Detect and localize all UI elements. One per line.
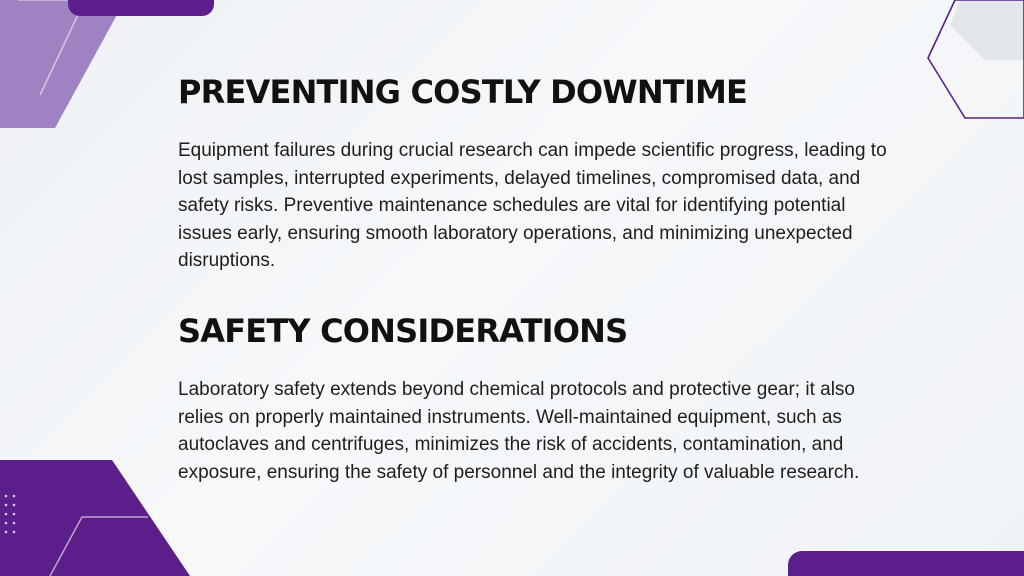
section-heading-safety: SAFETY CONSIDERATIONS: [178, 312, 628, 350]
top-left-purple-bar: [68, 0, 214, 16]
section-body-downtime: Equipment failures during crucial research can impede scientific progress, leading to lost samples, interrupted experiments, delayed timelines, compromised data, and safety risks. Preventive maintenance schedules are vital for identifying potential issues early, ensuring smooth laboratory operations, and minimizing unexpected disruptions.: [178, 140, 887, 272]
bottom-left-purple-shape: [0, 460, 190, 576]
bottom-right-purple-bar: [788, 551, 1024, 576]
section-heading-downtime: PREVENTING COSTLY DOWNTIME: [178, 73, 748, 111]
top-right-light-shape: [950, 0, 1024, 60]
section-body-safety: Laboratory safety extends beyond chemical protocols and protective gear; it also relies on properly maintained instruments. Well-maintained equipment, such as autoclaves and centrifuges, minimizes the risk of accidents, contamination, and exposure, ensuring the safety of personnel and the integrity of valuable research.: [178, 379, 860, 483]
top-left-lavender-shape: [0, 0, 125, 128]
